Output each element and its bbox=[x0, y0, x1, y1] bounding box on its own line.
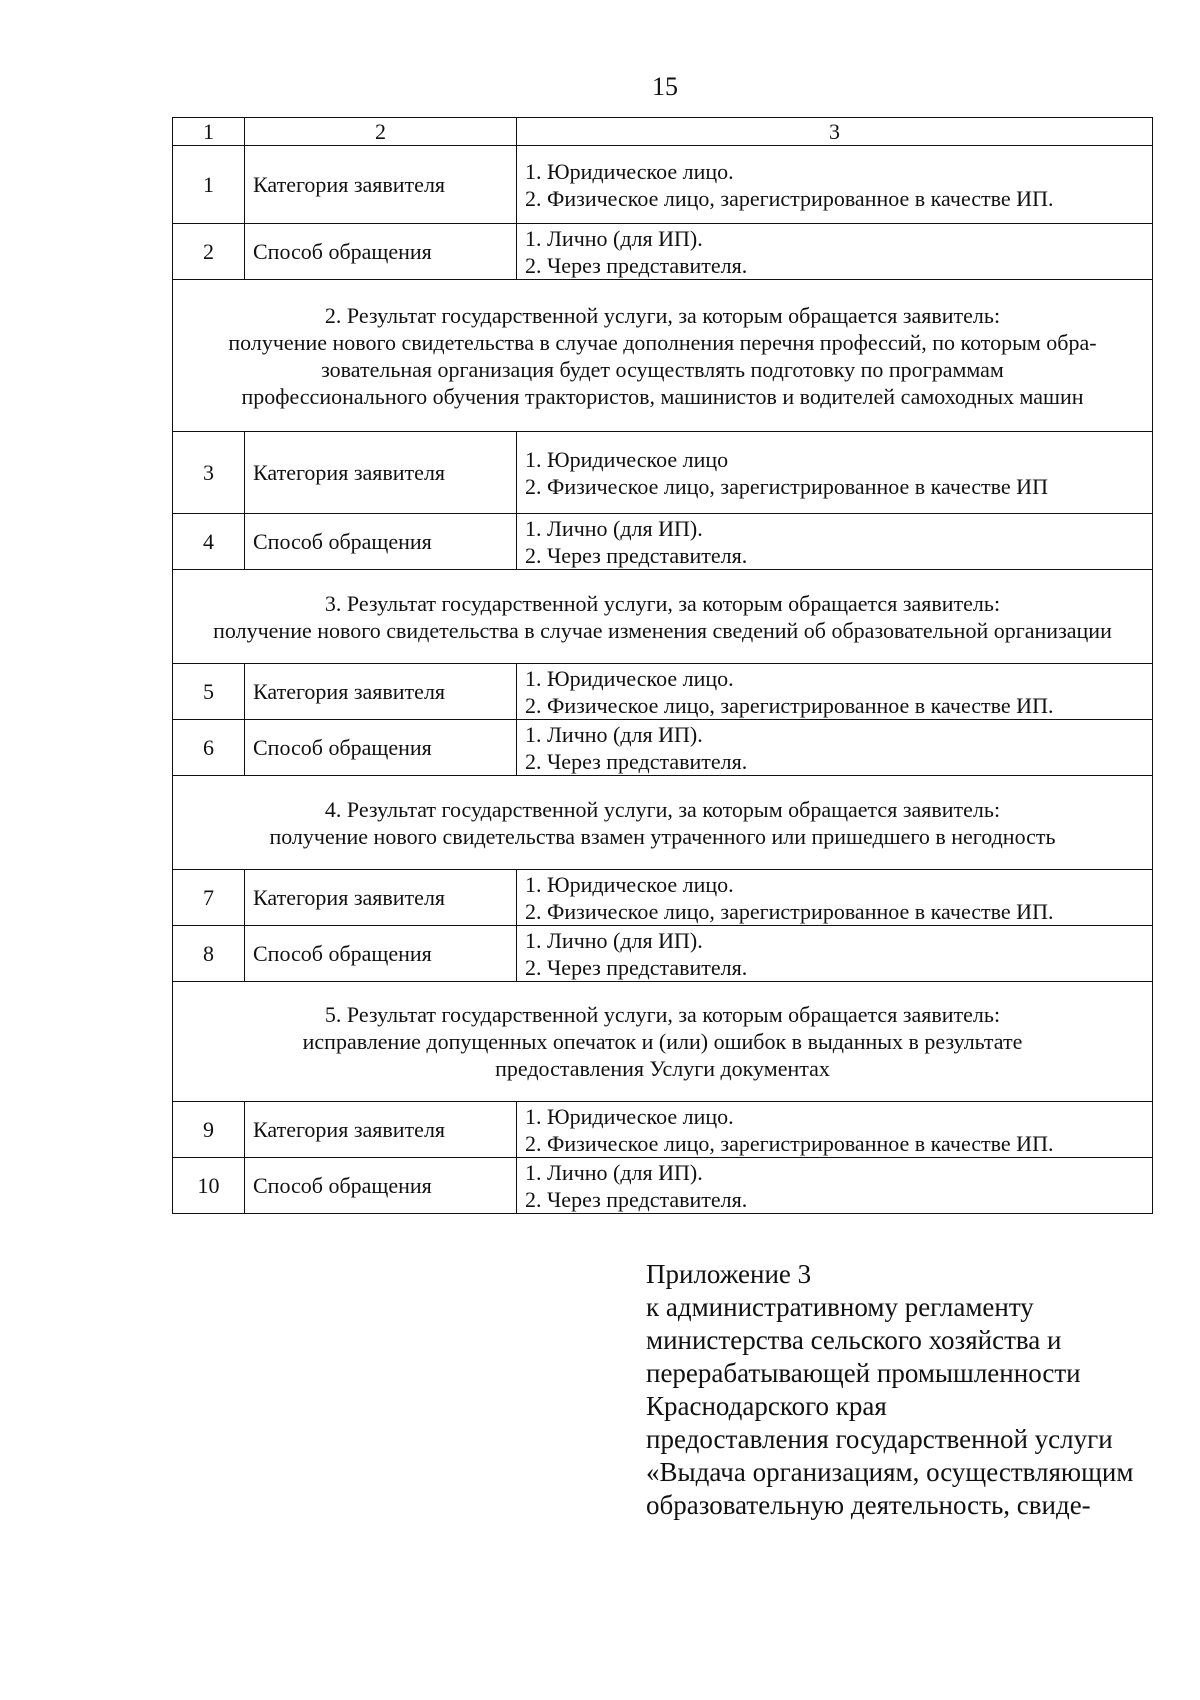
row-label: Категория заявителя bbox=[245, 870, 517, 926]
row-value-line: 2. Через представителя. bbox=[525, 748, 748, 774]
row-number: 4 bbox=[173, 514, 245, 570]
appendix-line: «Выдача организациям, осуществляющим bbox=[646, 1457, 1134, 1487]
row-label: Способ обращения bbox=[245, 720, 517, 776]
row-values bbox=[517, 432, 1153, 514]
row-values bbox=[517, 664, 1153, 720]
table-row bbox=[173, 224, 1153, 280]
table-row bbox=[173, 514, 1153, 570]
table-row bbox=[173, 664, 1153, 720]
header-cell: 2 bbox=[245, 118, 517, 146]
row-number: 9 bbox=[173, 1102, 245, 1158]
appendix-heading bbox=[646, 1258, 1176, 1522]
table-row bbox=[173, 720, 1153, 776]
section-heading bbox=[173, 280, 1153, 432]
table-row bbox=[173, 146, 1153, 224]
row-values bbox=[517, 720, 1153, 776]
row-value-line: 2. Физическое лицо, зарегистрированное в качестве ИП. bbox=[525, 185, 1054, 211]
row-number: 5 bbox=[173, 664, 245, 720]
row-value-line: 1. Лично (для ИП). bbox=[525, 225, 703, 251]
section-row bbox=[173, 982, 1153, 1102]
appendix-line: к административному регламенту bbox=[646, 1292, 1034, 1322]
section-line: исправление допущенных опечаток и (или) ошибок в выданных в результате bbox=[302, 1029, 1023, 1054]
section-row bbox=[173, 280, 1153, 432]
section-row bbox=[173, 570, 1153, 664]
appendix-line: Краснодарского края bbox=[646, 1391, 887, 1421]
row-number: 1 bbox=[173, 146, 245, 224]
row-label: Категория заявителя bbox=[245, 1102, 517, 1158]
table-row bbox=[173, 1158, 1153, 1214]
section-line: получение нового свидетельства взамен утраченного или пришедшего в негодность bbox=[269, 823, 1056, 849]
appendix-line: образовательную деятельность, свиде- bbox=[646, 1490, 1091, 1520]
row-value-line: 2. Через представителя. bbox=[525, 954, 748, 980]
row-values bbox=[517, 224, 1153, 280]
table-header-row bbox=[173, 118, 1153, 146]
row-value-line: 1. Лично (для ИП). bbox=[525, 721, 703, 747]
section-line: 3. Результат государственной услуги, за которым обращается заявитель: bbox=[324, 590, 1001, 616]
section-line: получение нового свидетельства в случае дополнения перечня профессий, по которым обра- bbox=[228, 329, 1097, 355]
row-value-line: 1. Юридическое лицо. bbox=[525, 158, 734, 184]
row-number: 3 bbox=[173, 432, 245, 514]
row-value-line: 2. Через представителя. bbox=[525, 542, 748, 568]
row-label: Категория заявителя bbox=[245, 664, 517, 720]
row-values bbox=[517, 146, 1153, 224]
row-value-line: 1. Лично (для ИП). bbox=[525, 927, 703, 953]
table-row bbox=[173, 432, 1153, 514]
row-value-line: 1. Лично (для ИП). bbox=[525, 515, 703, 541]
section-line: 2. Результат государственной услуги, за которым обращается заявитель: bbox=[324, 302, 1001, 328]
row-values bbox=[517, 1158, 1153, 1214]
row-number: 8 bbox=[173, 926, 245, 982]
page-number: 15 bbox=[652, 72, 678, 101]
section-line: 4. Результат государственной услуги, за которым обращается заявитель: bbox=[324, 796, 1001, 822]
row-values bbox=[517, 870, 1153, 926]
row-value-line: 1. Юридическое лицо. bbox=[525, 871, 734, 897]
row-value-line: 1. Юридическое лицо bbox=[525, 446, 729, 472]
header-cell: 3 bbox=[517, 118, 1153, 146]
row-value-line: 2. Физическое лицо, зарегистрированное в качестве ИП bbox=[525, 473, 1048, 499]
row-number: 2 bbox=[173, 224, 245, 280]
section-line: получение нового свидетельства в случае изменения сведений об образовательной организации bbox=[213, 617, 1112, 643]
row-value-line: 1. Юридическое лицо. bbox=[525, 1103, 734, 1129]
row-value-line: 2. Физическое лицо, зарегистрированное в качестве ИП. bbox=[525, 1130, 1054, 1156]
appendix-line: перерабатывающей промышленности bbox=[646, 1358, 1081, 1388]
row-value-line: 2. Физическое лицо, зарегистрированное в качестве ИП. bbox=[525, 692, 1054, 718]
row-number: 6 bbox=[173, 720, 245, 776]
services-table bbox=[172, 117, 1153, 1214]
row-label: Способ обращения bbox=[245, 514, 517, 570]
section-heading bbox=[173, 570, 1153, 664]
section-row bbox=[173, 776, 1153, 870]
section-line: зовательная организация будет осуществлять подготовку по программам bbox=[321, 356, 1004, 382]
appendix-line: Приложение 3 bbox=[646, 1259, 812, 1289]
row-number: 10 bbox=[173, 1158, 245, 1214]
row-values bbox=[517, 1102, 1153, 1158]
header-cell: 1 bbox=[173, 118, 245, 146]
row-value-line: 2. Через представителя. bbox=[525, 252, 748, 278]
appendix-line: министерства сельского хозяйства и bbox=[646, 1325, 1062, 1355]
row-number: 7 bbox=[173, 870, 245, 926]
row-label: Категория заявителя bbox=[245, 432, 517, 514]
section-heading bbox=[173, 776, 1153, 870]
table-row bbox=[173, 926, 1153, 982]
row-label: Способ обращения bbox=[245, 1158, 517, 1214]
section-line: предоставления Услуги документах bbox=[495, 1056, 830, 1081]
row-value-line: 1. Юридическое лицо. bbox=[525, 665, 734, 691]
table-row bbox=[173, 870, 1153, 926]
table-body bbox=[173, 118, 1153, 1214]
row-values bbox=[517, 926, 1153, 982]
section-line: профессионального обучения трактористов, машинистов и водителей самоходных машин bbox=[241, 383, 1084, 409]
section-line: 5. Результат государственной услуги, за которым обращается заявитель: bbox=[324, 1002, 1001, 1027]
section-heading bbox=[173, 982, 1153, 1102]
row-value-line: 2. Физическое лицо, зарегистрированное в качестве ИП. bbox=[525, 898, 1054, 924]
row-label: Категория заявителя bbox=[245, 146, 517, 224]
table-row bbox=[173, 1102, 1153, 1158]
appendix-line: предоставления государственной услуги bbox=[646, 1424, 1113, 1454]
row-label: Способ обращения bbox=[245, 926, 517, 982]
row-label: Способ обращения bbox=[245, 224, 517, 280]
row-value-line: 2. Через представителя. bbox=[525, 1186, 748, 1212]
row-values bbox=[517, 514, 1153, 570]
row-value-line: 1. Лично (для ИП). bbox=[525, 1159, 703, 1185]
